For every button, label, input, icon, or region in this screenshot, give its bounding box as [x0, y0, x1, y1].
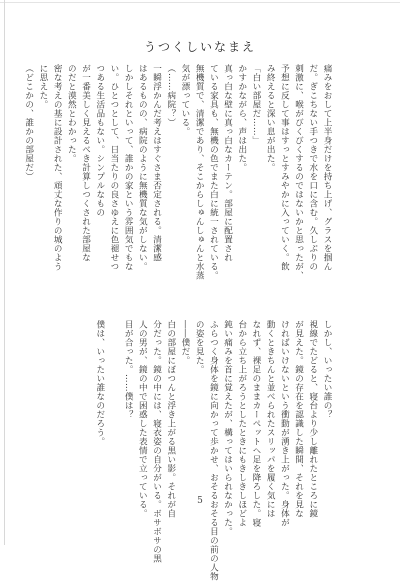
body-text-lower: しかし、いったい誰の？ 視線でたどると、寝台より少し離れたところに鏡 が見えた。鏡の存在を認識した瞬間、それを見な ければいけないという衝動が湧き上がった。身体が 動くときちんと並べられたスリッパを履く気には なれず、裸足のままカーペットへ足を降ろした。寝 台から立ち上がろうとしたときにもきしきしほどよ 鈍い痛みを首に覚えたが、構ってはいられなかった。 ふらつく身体を鏡に向かって歩かせ、おそるおそる目の前の人物 の姿を見た。 ――僕だ。 白の部屋にぼつんと浮き上がる黒い影。それが自 分だった。鏡の中には、寝衣姿の自分がいる。ボサボサの黒 人の男が、鏡の中で困惑した表情で立っている。 目が合った。……僕は？ 僕は、いったい誰なのだろう。 — [94, 320, 332, 581]
page-title: うつくしいなまえ — [143, 40, 256, 54]
page-top-border — [0, 2, 400, 3]
body-text-upper: 痛みをおして上半身だけを持ち上げ、グラスを掴ん だ。ぎこちない手つきで水を口に含む。久しぶりの 刺激に、喉がびくびくするのではないかと思ったが、 予想に反して事はすっとすみやかに入っていく。飲 み終えると深い息が出た。 「白い部屋だ……」 かすかながら、声は出た。 真っ白な壁に真っ白なカーテン。部屋に配置され ている家具も、無機の色でまた白に統一されている。 無機質で、清潔であり、そこからしゅんしゅんと水蒸 気が漂っている。 （……病院？） 一瞬浮かんだ考えはすぐさま否定される。清潔感 はあるものの、病院のように無機質な気がしない。 しかしそれといって、誰かの家という雰囲気でもな い。ひとつとして、日当たりの良さゆえに色褪せつ つある生活品もない。シンプルなもの が一番美しく見えるべき計算しつくされた部屋な のだと漠然とわかった。 密な考えの基に設計された、頑丈な作りの城のよう に思えた。 （どこかの、誰かの部屋だ） — [23, 64, 332, 280]
page-left-border — [4, 0, 5, 545]
page-number: 5 — [197, 496, 203, 506]
